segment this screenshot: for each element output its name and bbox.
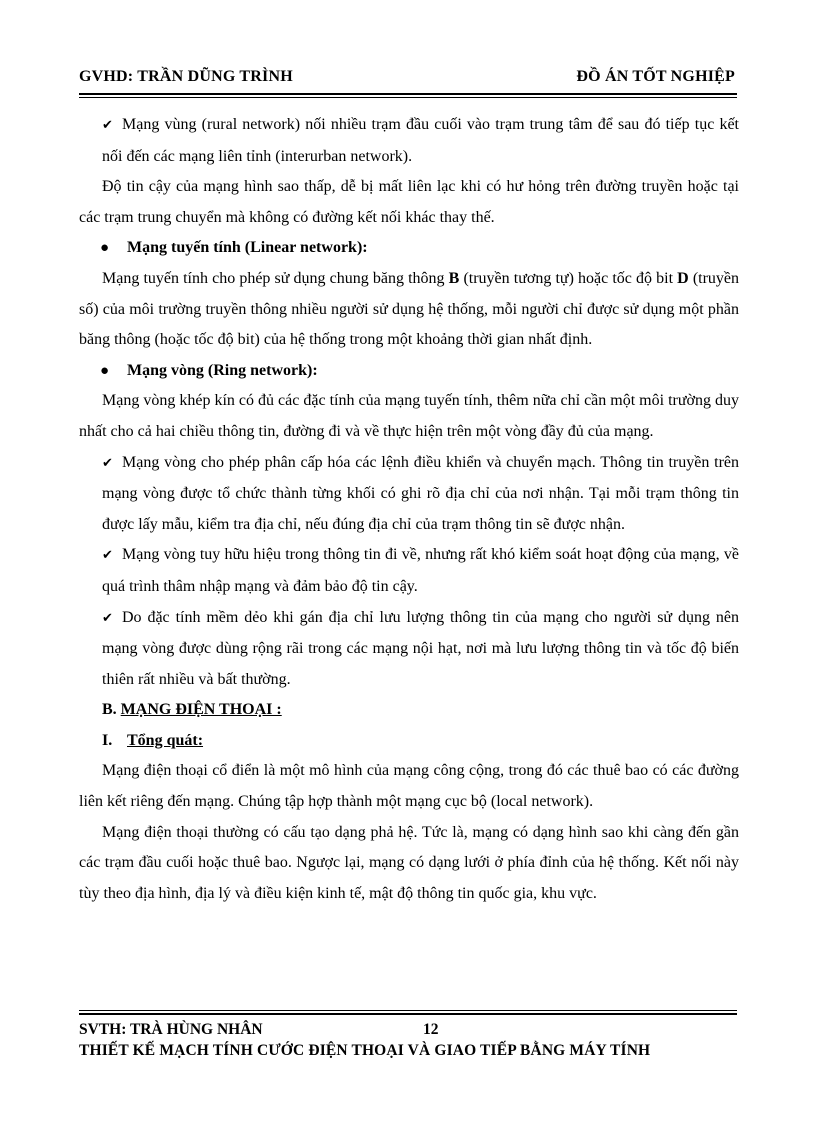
check-icon: ✔	[102, 118, 113, 133]
footer-thesis-title: THIẾT KẾ MẠCH TÍNH CƯỚC ĐIỆN THOẠI VÀ GIAO TIẾP BẰNG MÁY TÍNH	[79, 1042, 651, 1059]
paragraph: Mạng vòng khép kín có đủ các đặc tính của mạng tuyến tính, thêm nữa chỉ cần một môi trường duy nhất cho cả hai chiều thông tin, đường đi và về thực hiện trên một vòng đầy đủ của mạng.	[79, 392, 739, 440]
header-rule-thick	[79, 93, 737, 95]
check-paragraph: ✔ Mạng vùng (rural network) nối nhiều trạm đầu cuối vào trạm trung tâm để sau đó tiếp tục kết nối đến các mạng liên tỉnh (interurban network).	[79, 110, 739, 172]
bullet-icon: ●	[100, 240, 110, 257]
page-content	[79, 110, 739, 909]
paragraph: Mạng điện thoại thường có cấu tạo dạng phả hệ. Tức là, mạng có dạng hình sao khi càng đến gần các trạm đầu cuối hoặc thuê bao. Ngược lại, mạng có dạng lưới ở phía đỉnh của hệ thống. Kết nối này tùy theo địa hình, địa lý và điều kiện kinh tế, mật độ thông tin quốc gia, khu vực.	[79, 823, 739, 902]
check-paragraph: ✔ Mạng vòng cho phép phân cấp hóa các lệnh điều khiển và chuyển mạch. Thông tin truyền trên mạng vòng được tổ chức thành từng khối có ghi rõ địa chỉ của nơi nhận. Tại mỗi trạm thông tin được lấy mẫu, kiểm tra địa chỉ, nếu đúng địa chỉ của trạm thông tin sẽ được nhận.	[79, 448, 739, 541]
header-rule-thin	[79, 97, 737, 98]
paragraph: Mạng điện thoại cổ điển là một mô hình của mạng công cộng, trong đó các thuê bao có các đường liên kết riêng đến mạng. Chúng tập hợp thành một mạng cục bộ (local network).	[79, 762, 739, 811]
subsection-heading-i: I. Tổng quát:	[102, 731, 204, 749]
section-heading-b: B. MẠNG ĐIỆN THOẠI :	[102, 701, 282, 719]
header-advisor: GVHD: TRẦN DŨNG TRÌNH	[79, 68, 293, 85]
check-icon: ✔	[102, 548, 113, 564]
check-icon: ✔	[102, 610, 113, 626]
heading-ring-network: ● Mạng vòng (Ring network):	[79, 356, 739, 387]
footer-rule-thin	[79, 1010, 737, 1011]
check-icon: ✔	[102, 455, 113, 471]
check-paragraph: ✔ Mạng vòng tuy hữu hiệu trong thông tin đi về, nhưng rất khó kiểm soát hoạt động của mạng, về quá trình thâm nhập mạng và đảm bảo độ tin cậy.	[79, 540, 739, 602]
check-paragraph: ✔ Do đặc tính mềm dẻo khi gán địa chỉ lưu lượng thông tin của mạng cho người sử dụng nên mạng vòng được dùng rộng rãi trong các mạng nội hạt, nơi mà lưu lượng thông tin và tốc độ biến thiên rất nhiều và bất thường.	[79, 603, 739, 696]
page-footer	[79, 1018, 739, 1060]
footer-rule-thick	[79, 1013, 737, 1015]
paragraph: Độ tin cậy của mạng hình sao thấp, dễ bị mất liên lạc khi có hư hỏng trên đường truyền hoặc tại các trạm trung chuyển mà không có đường kết nối khác thay thế.	[79, 178, 739, 226]
footer-student: SVTH: TRÀ HÙNG NHÂN	[79, 1021, 263, 1038]
header-doc-type: ĐỒ ÁN TỐT NGHIỆP	[576, 68, 735, 85]
page-number: 12	[423, 1021, 439, 1038]
page-header	[79, 64, 735, 94]
paragraph: Mạng tuyến tính cho phép sử dụng chung băng thông B (truyền tương tự) hoặc tốc độ bit D (truyền số) của môi trường truyền thông nhiều người sử dụng hệ thống, mỗi người chỉ được sử dụng một phần băng thông (hoặc tốc độ bit) của hệ thống trong một khoảng thời gian nhất định.	[79, 269, 740, 349]
heading-linear-network: ● Mạng tuyến tính (Linear network):	[79, 233, 739, 264]
bullet-icon: ●	[100, 362, 110, 379]
